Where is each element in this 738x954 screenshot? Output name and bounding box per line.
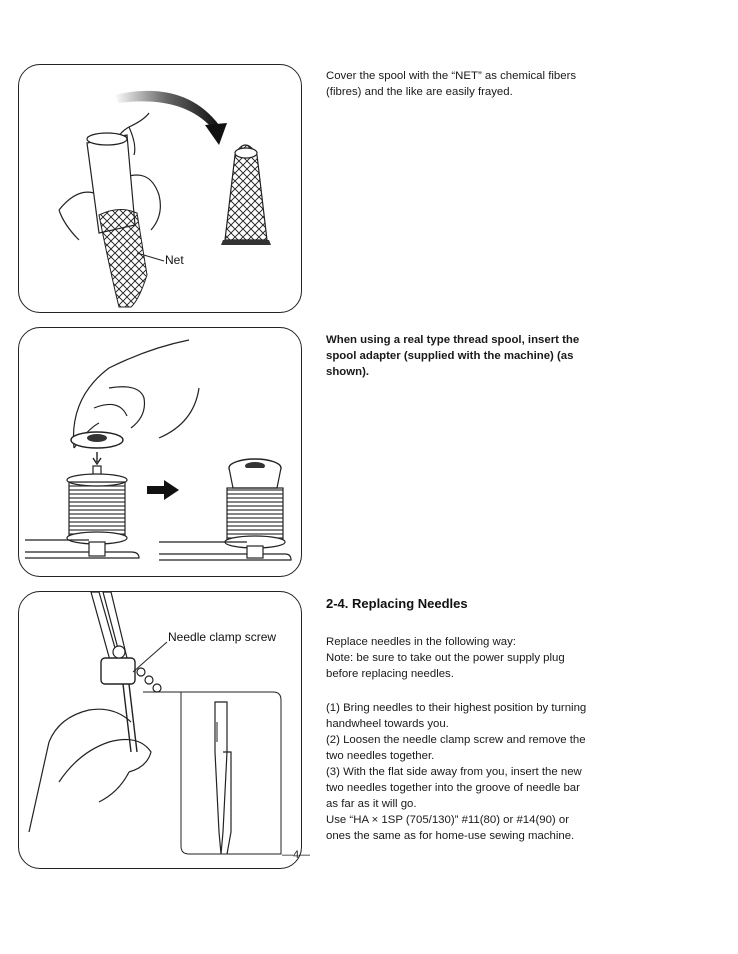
needle-step-2: (2) Loosen the needle clamp screw and remove the two needles together.: [326, 734, 586, 762]
adapter-instruction-text: When using a real type thread spool, insert the spool adapter (supplied with the machine) (as shown).: [326, 334, 580, 378]
figure-needle-panel: [18, 591, 302, 869]
spacer: [326, 682, 588, 700]
net-illustration: [19, 65, 303, 314]
needle-clamp-screw-label: Needle clamp screw: [168, 630, 277, 644]
figure-net-panel: [18, 64, 302, 313]
adapter-instruction: [326, 332, 588, 380]
net-instruction-text: Cover the spool with the “NET” as chemical fibers (fibres) and the like are easily frayed.: [326, 70, 577, 98]
needle-instructions: [326, 634, 588, 844]
page-number: —4—: [281, 849, 311, 861]
needle-intro: Replace needles in the following way:: [326, 636, 516, 648]
spool-adapter-illustration: [19, 328, 303, 578]
needle-note: Note: be sure to take out the power supply plug before replacing needles.: [326, 652, 565, 680]
figure-adapter-panel: [18, 327, 302, 577]
net-label: Net: [165, 253, 184, 267]
needle-step-3: (3) With the flat side away from you, insert the new two needles together into the groove of needle bar as far as it will go.: [326, 766, 582, 810]
needle-step-1: (1) Bring needles to their highest position by turning handwheel towards you.: [326, 702, 587, 730]
needle-usage: Use “HA × 1SP (705/130)” #11(80) or #14(90) or ones the same as for home-use sewing machine.: [326, 814, 575, 842]
net-instruction: [326, 68, 588, 100]
section-heading-replacing-needles: 2-4. Replacing Needles: [326, 596, 468, 611]
